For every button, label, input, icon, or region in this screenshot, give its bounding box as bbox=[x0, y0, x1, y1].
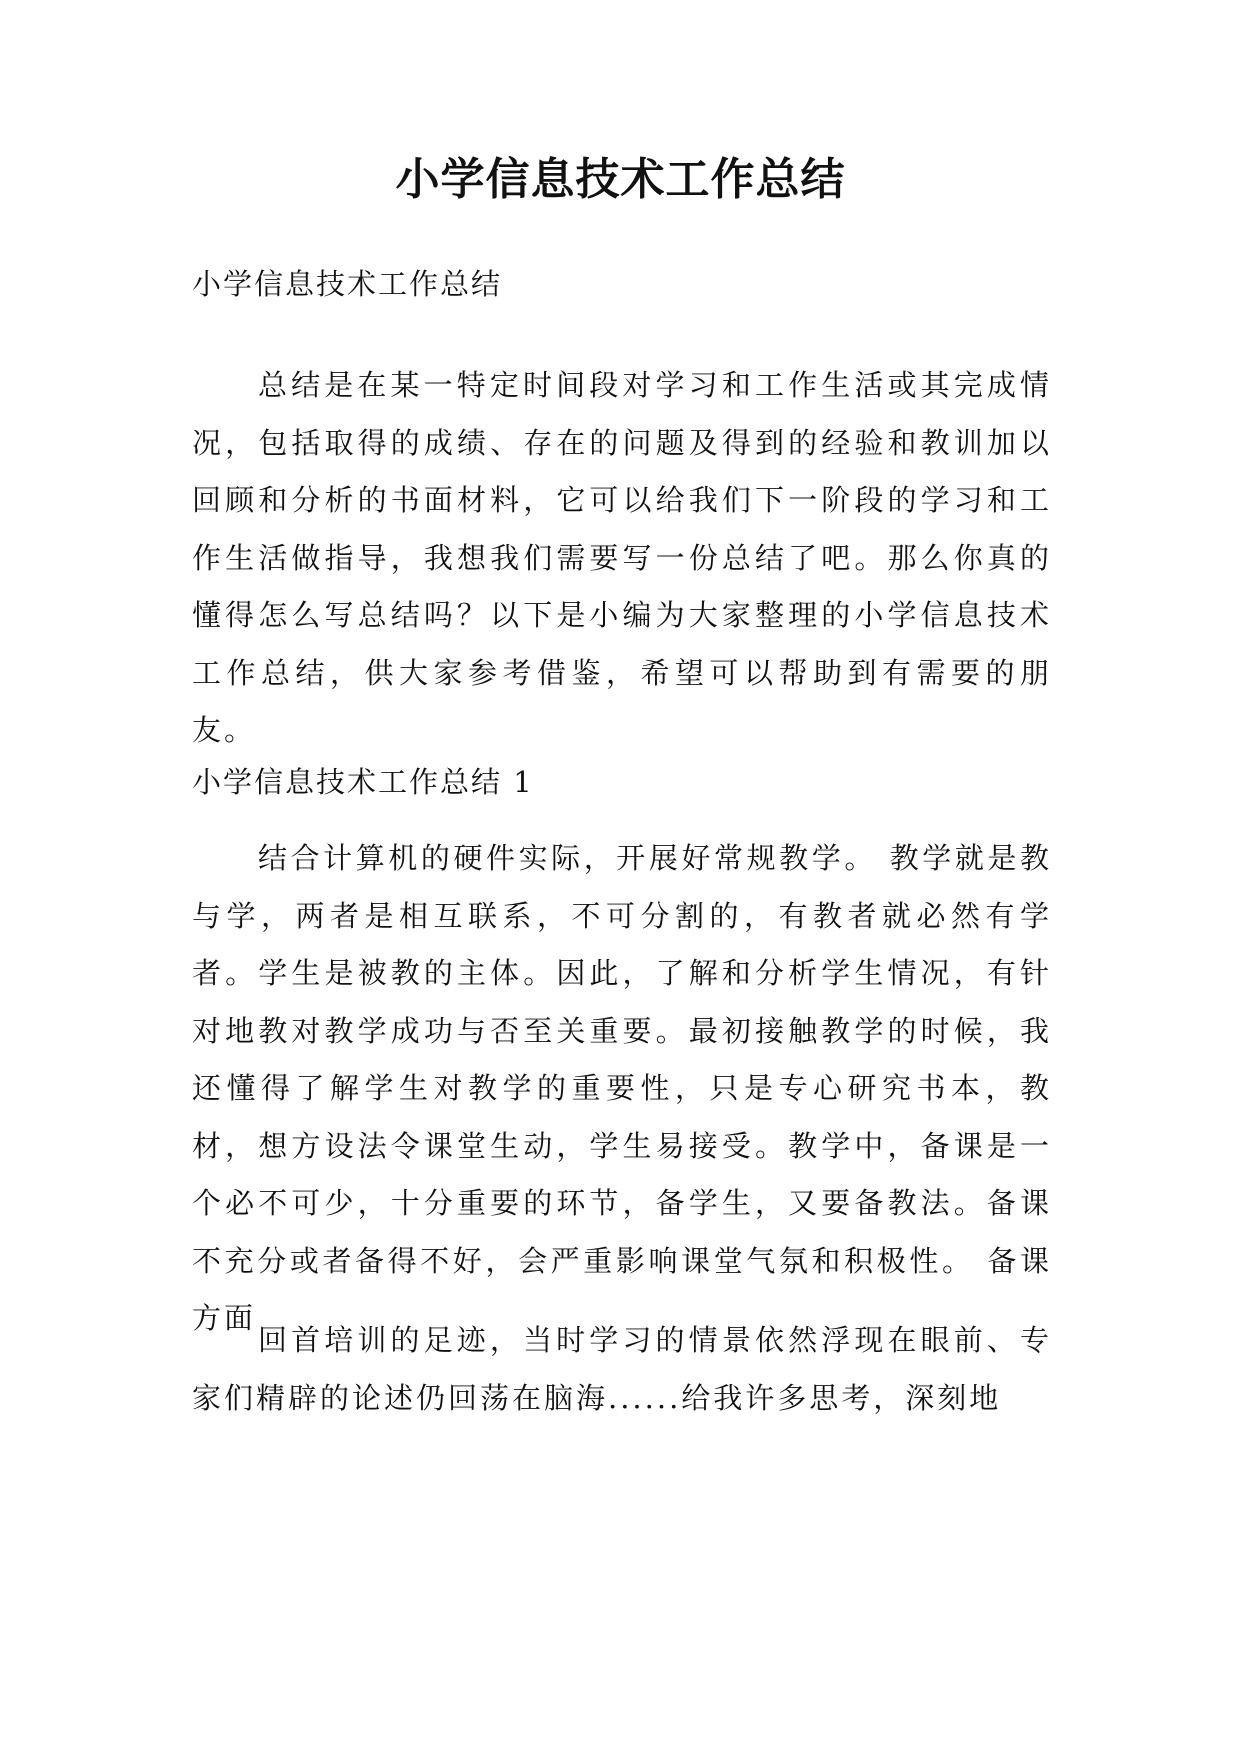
section-heading: 小学信息技术工作总结 1 bbox=[192, 765, 534, 799]
document-subtitle: 小学信息技术工作总结 bbox=[192, 267, 503, 301]
intro-paragraph: 总结是在某一特定时间段对学习和工作生活或其完成情况，包括取得的成绩、存在的问题及得到的经验和教训加以回顾和分析的书面材料，它可以给我们下一阶段的学习和工作生活做指导，我想我们需要写一份总结了吧。那么你真的懂得怎么写总结吗？以下是小编为大家整理的小学信息技术工作总结，供大家参考借鉴，希望可以帮助到有需要的朋友。 bbox=[192, 368, 1052, 747]
document-title: 小学信息技术工作总结 bbox=[395, 154, 846, 205]
section-paragraph: 结合计算机的硬件实际，开展好常规教学。 教学就是教与学，两者是相互联系，不可分割的，有教者就必然有学者。学生是被教的主体。因此，了解和分析学生情况，有针对地教对教学成功与否至关重要。最初接触教学的时候，我还懂得了解学生对教学的重要性，只是专心研究书本，教材，想方设法令课堂生动，学生易接受。教学中，备课是一个必不可少，十分重要的环节，备学生，又要备教法。备课不充分或者备得不好，会严重影响课堂气氛和积极性。 备课方面 bbox=[192, 841, 1052, 1335]
section-paragraph: 回首培训的足迹，当时学习的情景依然浮现在眼前、专家们精辟的论述仍回荡在脑海......给我许多思考，深刻地 bbox=[192, 1323, 1052, 1415]
